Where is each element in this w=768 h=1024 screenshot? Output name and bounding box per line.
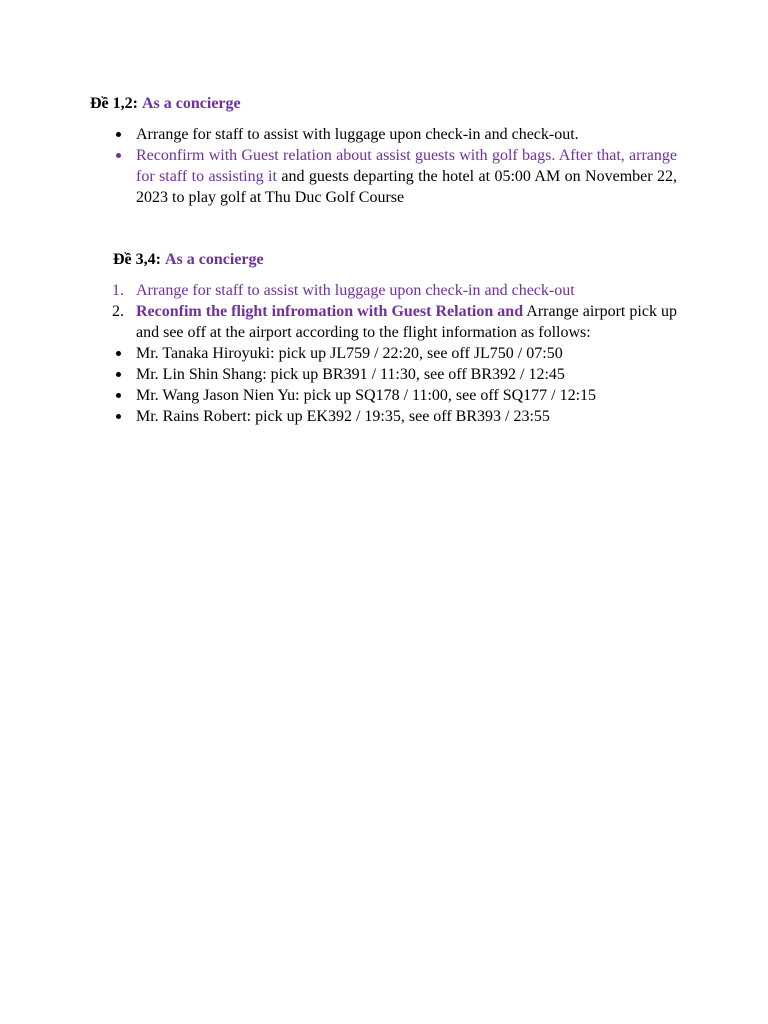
list-item-text: Arrange for staff to assist with luggage upon check-in and check-out. xyxy=(136,126,579,143)
list-item-bold-text: Reconfim the flight infromation with Guest Relation and xyxy=(136,303,524,320)
section-2-label: Đề 3,4: xyxy=(113,251,161,268)
bullet-icon xyxy=(116,393,121,398)
flight-item xyxy=(136,343,677,364)
list-item-purple-text: Reconfirm with Guest relation about assist guests with golf bags. After that, arrange for staff to assisting it xyxy=(136,147,677,185)
bullet-icon xyxy=(116,132,121,137)
bullet-icon xyxy=(116,414,121,419)
section-1-title: As a concierge xyxy=(141,95,241,112)
bullet-icon xyxy=(116,351,121,356)
section-1-heading xyxy=(90,93,241,114)
flight-item-text: Mr. Tanaka Hiroyuki: pick up JL759 / 22:20, see off JL750 / 07:50 xyxy=(136,345,563,362)
list-item-text: and guests departing the hotel at 05:00 AM on November 22, 2023 to play golf at Thu Duc Golf Course xyxy=(136,168,678,206)
section-2-title: As a concierge xyxy=(164,251,264,268)
flight-item xyxy=(136,364,677,385)
section-1-list xyxy=(136,124,677,208)
flight-item-text: Mr. Lin Shin Shang: pick up BR391 / 11:30, see off BR392 / 12:45 xyxy=(136,366,565,383)
section-2-list xyxy=(112,280,678,427)
list-item-text: Arrange for staff to assist with luggage upon check-in and check-out xyxy=(136,282,575,299)
list-number: 1. xyxy=(112,282,124,299)
list-item xyxy=(136,124,677,145)
list-item-text: Arrange airport pick up and see off at the airport according to the flight information as follows: xyxy=(136,303,678,341)
flight-item xyxy=(136,406,677,427)
flight-item-text: Mr. Wang Jason Nien Yu: pick up SQ178 / 11:00, see off SQ177 / 12:15 xyxy=(136,387,597,404)
flight-item xyxy=(136,385,677,406)
section-2-heading xyxy=(113,249,264,270)
flight-item-text: Mr. Rains Robert: pick up EK392 / 19:35, see off BR393 / 23:55 xyxy=(136,408,550,425)
bullet-icon xyxy=(116,372,121,377)
bullet-icon xyxy=(116,153,121,158)
list-number: 2. xyxy=(112,303,124,320)
section-1-label: Đề 1,2: xyxy=(90,95,138,112)
list-item xyxy=(112,280,677,301)
list-item xyxy=(112,301,678,343)
list-item xyxy=(136,145,677,208)
